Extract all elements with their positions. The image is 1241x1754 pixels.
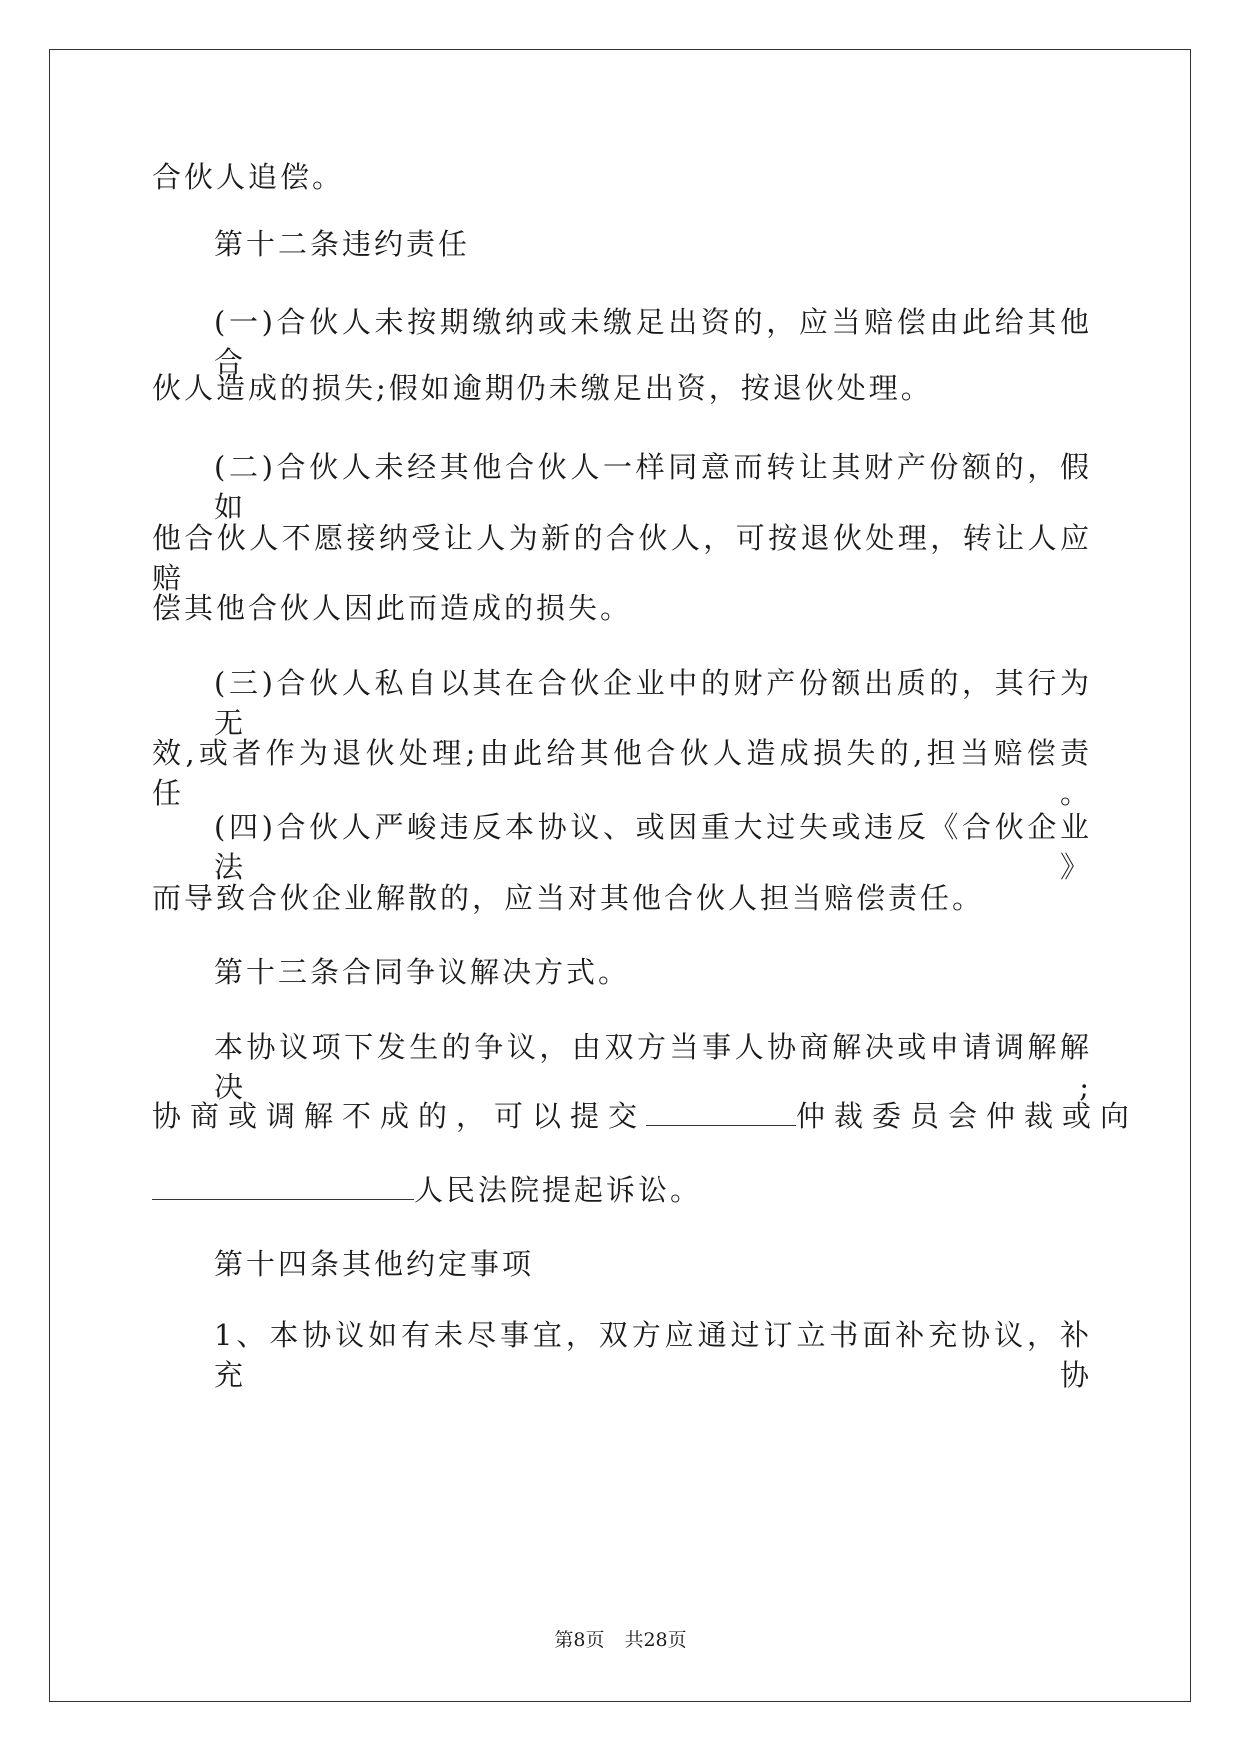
section-12-title: 第十二条违约责任 bbox=[214, 227, 471, 261]
court-blank-field[interactable] bbox=[152, 1171, 414, 1200]
page-number: 第8页 bbox=[554, 1629, 605, 1651]
court-line bbox=[152, 1170, 1092, 1210]
text-line-3: (一)合伙人未按期缴纳或未缴足出资的，应当赔偿由此给其他合 bbox=[214, 305, 1092, 379]
text-line-5: (二)合伙人未经其他合伙人一样同意而转让其财产份额的，假如 bbox=[214, 450, 1092, 524]
text-line-11: 而导致合伙企业解散的，应当对其他合伙人担当赔偿责任。 bbox=[152, 881, 985, 915]
total-pages: 共28页 bbox=[624, 1629, 687, 1651]
court-suffix: 人民法院提起诉讼。 bbox=[414, 1173, 703, 1207]
section-14-item-1: 1、本协议如有未尽事宜，双方应通过订立书面补充协议，补充协 bbox=[214, 1318, 1092, 1392]
text-line-9: 效,或者作为退伙处理;由此给其他合伙人造成损失的,担当赔偿责任。 bbox=[152, 736, 1092, 810]
text-line-10: (四)合伙人严峻违反本协议、或因重大过失或违反《合伙企业法》 bbox=[214, 810, 1092, 884]
text-line-4: 伙人造成的损失;假如逾期仍未缴足出资，按退伙处理。 bbox=[152, 371, 933, 405]
text-line-1: 合伙人追偿。 bbox=[152, 160, 345, 194]
arbitration-suffix: 仲裁委员会仲裁或向 bbox=[796, 1099, 1139, 1133]
text-line-8: (三)合伙人私自以其在合伙企业中的财产份额出质的，其行为无 bbox=[214, 666, 1092, 740]
section-13-title: 第十三条合同争议解决方式。 bbox=[214, 955, 631, 989]
section-14-title: 第十四条其他约定事项 bbox=[214, 1247, 535, 1281]
text-line-13: 本协议项下发生的争议，由双方当事人协商解决或申请调解解决; bbox=[214, 1030, 1092, 1104]
arbitration-line bbox=[152, 1096, 1139, 1136]
page-footer bbox=[0, 1628, 1241, 1652]
text-line-7: 偿其他合伙人因此而造成的损失。 bbox=[152, 591, 633, 625]
text-line-6: 他合伙人不愿接纳受让人为新的合伙人，可按退伙处理，转让人应赔 bbox=[152, 521, 1092, 595]
arbitration-blank-field[interactable] bbox=[646, 1097, 796, 1126]
arbitration-prefix: 协商或调解不成的，可以提交 bbox=[152, 1099, 647, 1133]
